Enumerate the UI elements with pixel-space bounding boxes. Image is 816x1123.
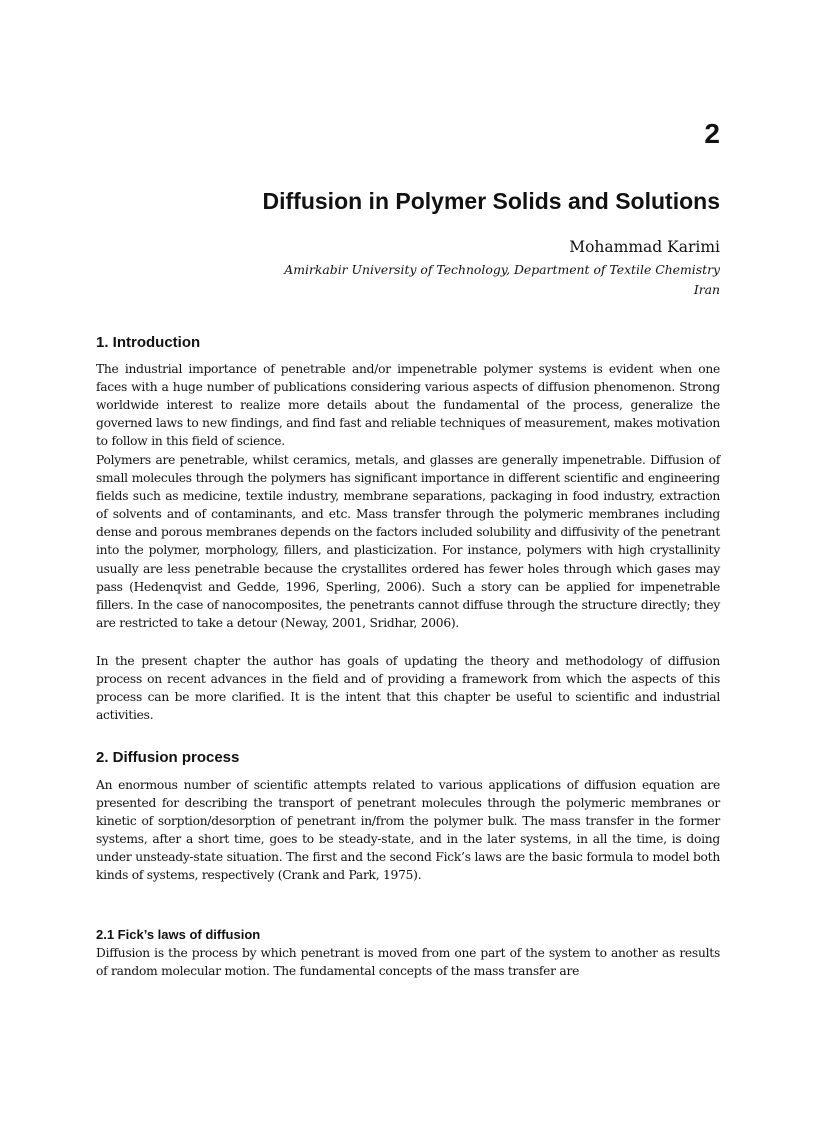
introduction-paragraph-3: In the present chapter the author has goals of updating the theory and methodology of diffusion process on recent advances in the field and of providing a framework from which the aspects of this process can be more clarified. It is the intent that this chapter be useful to scientific and industrial activities. <box>96 654 720 723</box>
affiliation-institution: Amirkabir University of Technology, Department of Textile Chemistry <box>284 262 720 277</box>
subsection-heading-ficks-laws: 2.1 Fick’s laws of diffusion <box>96 927 261 942</box>
document-page <box>96 0 720 1123</box>
ficks-laws-paragraph: Diffusion is the process by which penetrant is moved from one part of the system to another as results of random molecular motion. The fundamental concepts of the mass transfer are <box>96 946 720 979</box>
chapter-number: 2 <box>704 118 720 149</box>
introduction-paragraph-1: The industrial importance of penetrable and/or impenetrable polymer systems is evident when one faces with a huge number of publications considering various aspects of diffusion phenomenon. Strong worldwide interest to realize more details about the fundamental of the process, generalize the governed laws to new findings, and find fast and reliable techniques of measurement, makes motivation to follow in this field of science. <box>96 362 720 449</box>
introduction-paragraph-2: Polymers are penetrable, whilst ceramics, metals, and glasses are generally impenetrable. Diffusion of small molecules through the polymers has significant importance in different scientific and engineering fields such as medicine, textile industry, membrane separations, packaging in food industry, extraction of solvents and of contaminants, and etc. Mass transfer through the polymeric membranes including dense and porous membranes depends on the factors included solubility and diffusivity of the penetrant into the polymer, morphology, fillers, and plasticization. For instance, polymers with high crystallinity usually are less penetrable because the crystallites ordered has fewer holes through which gases may pass (Hedenqvist and Gedde, 1996, Sperling, 2006). Such a story can be applied for impenetrable fillers. In the case of nanocomposites, the penetrants cannot diffuse through the structure directly; they are restricted to take a detour (Neway, 2001, Sridhar, 2006). <box>96 453 720 630</box>
chapter-title: Diffusion in Polymer Solids and Solutions <box>262 188 720 214</box>
author-affiliation <box>284 260 720 300</box>
author-name: Mohammad Karimi <box>569 238 720 256</box>
affiliation-country: Iran <box>693 282 720 297</box>
diffusion-process-paragraph: An enormous number of scientific attempts related to various applications of diffusion equation are presented for describing the transport of penetrant molecules through the polymeric membranes or kinetic of sorption/desorption of penetrant in/from the polymer bulk. The mass transfer in the former systems, after a short time, goes to be steady-state, and in the later systems, in all the time, is doing under unsteady-state situation. The first and the second Fick’s laws are the basic formula to model both kinds of systems, respectively (Crank and Park, 1975). <box>96 778 720 883</box>
section-heading-introduction: 1. Introduction <box>96 334 201 351</box>
section-heading-diffusion-process: 2. Diffusion process <box>96 749 240 766</box>
